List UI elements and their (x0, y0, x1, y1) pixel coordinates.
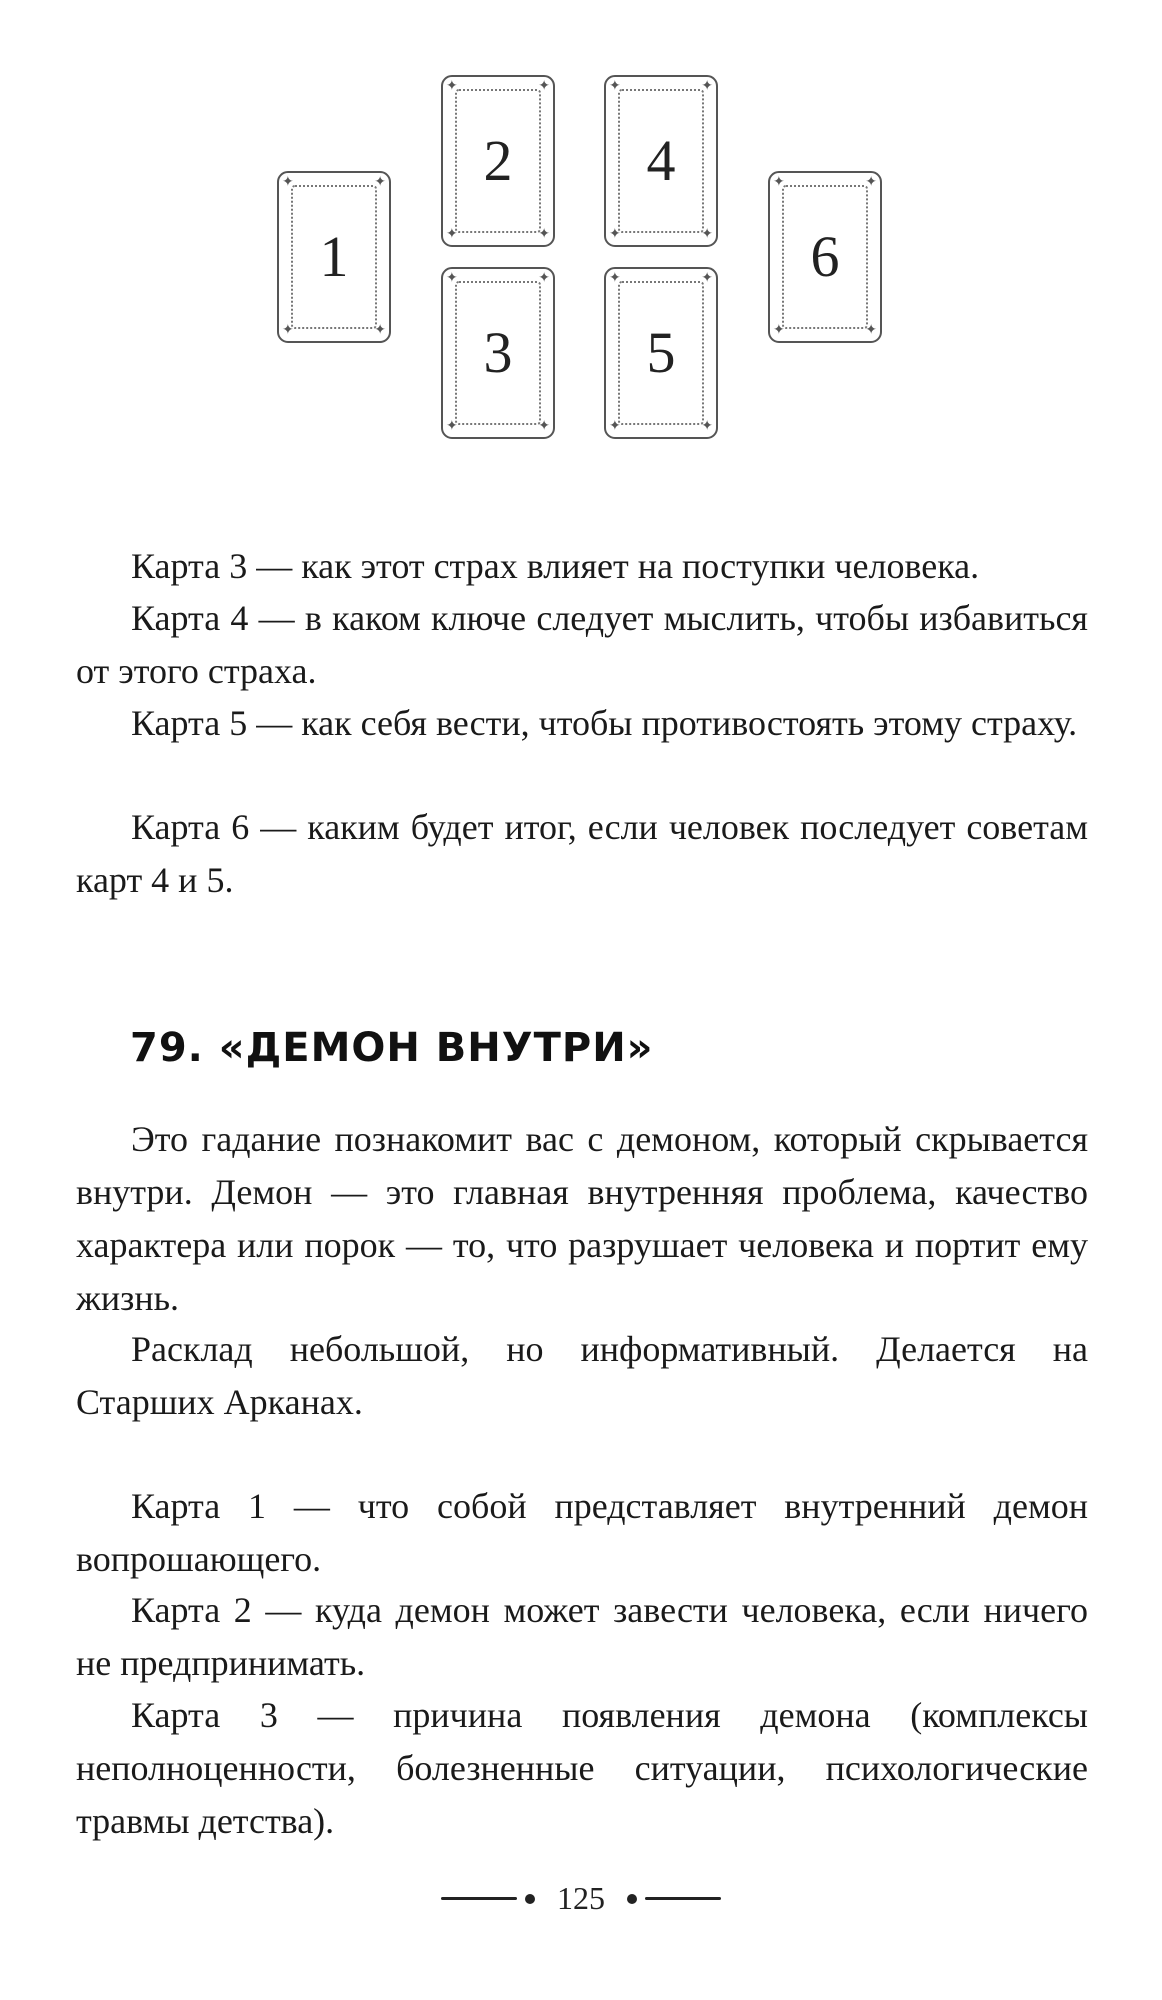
body-paragraph: Карта 4 — в каком ключе следует мыслить, чтобы избавиться от этого страха. (76, 598, 1088, 691)
card-description: Карта 3 — причина появления демона (комплексы неполноценности, болезненные ситуации, психологические травмы детства). (76, 1695, 1088, 1841)
four-point-star-icon: ✦ (609, 419, 621, 434)
left-ornament-icon (441, 1894, 543, 1904)
four-point-star-icon: ✦ (446, 227, 458, 242)
card-number: 4 (646, 128, 676, 193)
card-number: 3 (483, 320, 513, 385)
four-point-star-icon: ✦ (538, 227, 550, 242)
four-point-star-icon: ✦ (446, 419, 458, 434)
right-ornament-icon (619, 1894, 721, 1904)
tarot-card-1 (277, 171, 391, 343)
body-paragraph: Расклад небольшой, но информативный. Делается на Старших Арканах. (76, 1329, 1088, 1422)
card-number: 2 (483, 128, 513, 193)
body-paragraph: Карта 5 — как себя вести, чтобы противостоять этому страху. (131, 703, 1078, 743)
four-point-star-icon: ✦ (538, 79, 550, 94)
four-point-star-icon: ✦ (865, 323, 877, 338)
section-heading: 79. «ДЕМОН ВНУТРИ» (130, 1025, 654, 1071)
four-point-star-icon: ✦ (374, 175, 386, 190)
four-point-star-icon: ✦ (538, 271, 550, 286)
four-point-star-icon: ✦ (446, 79, 458, 94)
four-point-star-icon: ✦ (701, 271, 713, 286)
body-paragraph: Это гадание познакомит вас с демоном, который скрывается внутри. Демон — это главная внутренняя проблема, качество характера или порок — то, что разрушает человека и портит ему жизнь. (76, 1119, 1088, 1318)
tarot-card-6 (768, 171, 882, 343)
page-footer (0, 1880, 1162, 1917)
four-point-star-icon: ✦ (773, 323, 785, 338)
four-point-star-icon: ✦ (446, 271, 458, 286)
four-point-star-icon: ✦ (865, 175, 877, 190)
tarot-card-5 (604, 267, 718, 439)
four-point-star-icon: ✦ (282, 323, 294, 338)
four-point-star-icon: ✦ (282, 175, 294, 190)
four-point-star-icon: ✦ (701, 79, 713, 94)
body-paragraph: Карта 6 — каким будет итог, если человек последует советам карт 4 и 5. (76, 807, 1088, 900)
four-point-star-icon: ✦ (538, 419, 550, 434)
tarot-card-2 (441, 75, 555, 247)
card-number: 6 (810, 224, 840, 289)
tarot-card-4 (604, 75, 718, 247)
tarot-card-3 (441, 267, 555, 439)
four-point-star-icon: ✦ (773, 175, 785, 190)
body-paragraph: Карта 3 — как этот страх влияет на поступки человека. (131, 546, 980, 586)
four-point-star-icon: ✦ (609, 227, 621, 242)
card-number: 1 (319, 224, 349, 289)
card-description: Карта 1 — что собой представляет внутренний демон вопрошающего. (76, 1486, 1088, 1579)
four-point-star-icon: ✦ (609, 271, 621, 286)
four-point-star-icon: ✦ (701, 419, 713, 434)
card-number: 5 (646, 320, 676, 385)
four-point-star-icon: ✦ (701, 227, 713, 242)
card-description: Карта 2 — куда демон может завести человека, если ничего не предпринимать. (76, 1590, 1088, 1683)
four-point-star-icon: ✦ (374, 323, 386, 338)
four-point-star-icon: ✦ (609, 79, 621, 94)
page-number: 125 (557, 1880, 605, 1916)
